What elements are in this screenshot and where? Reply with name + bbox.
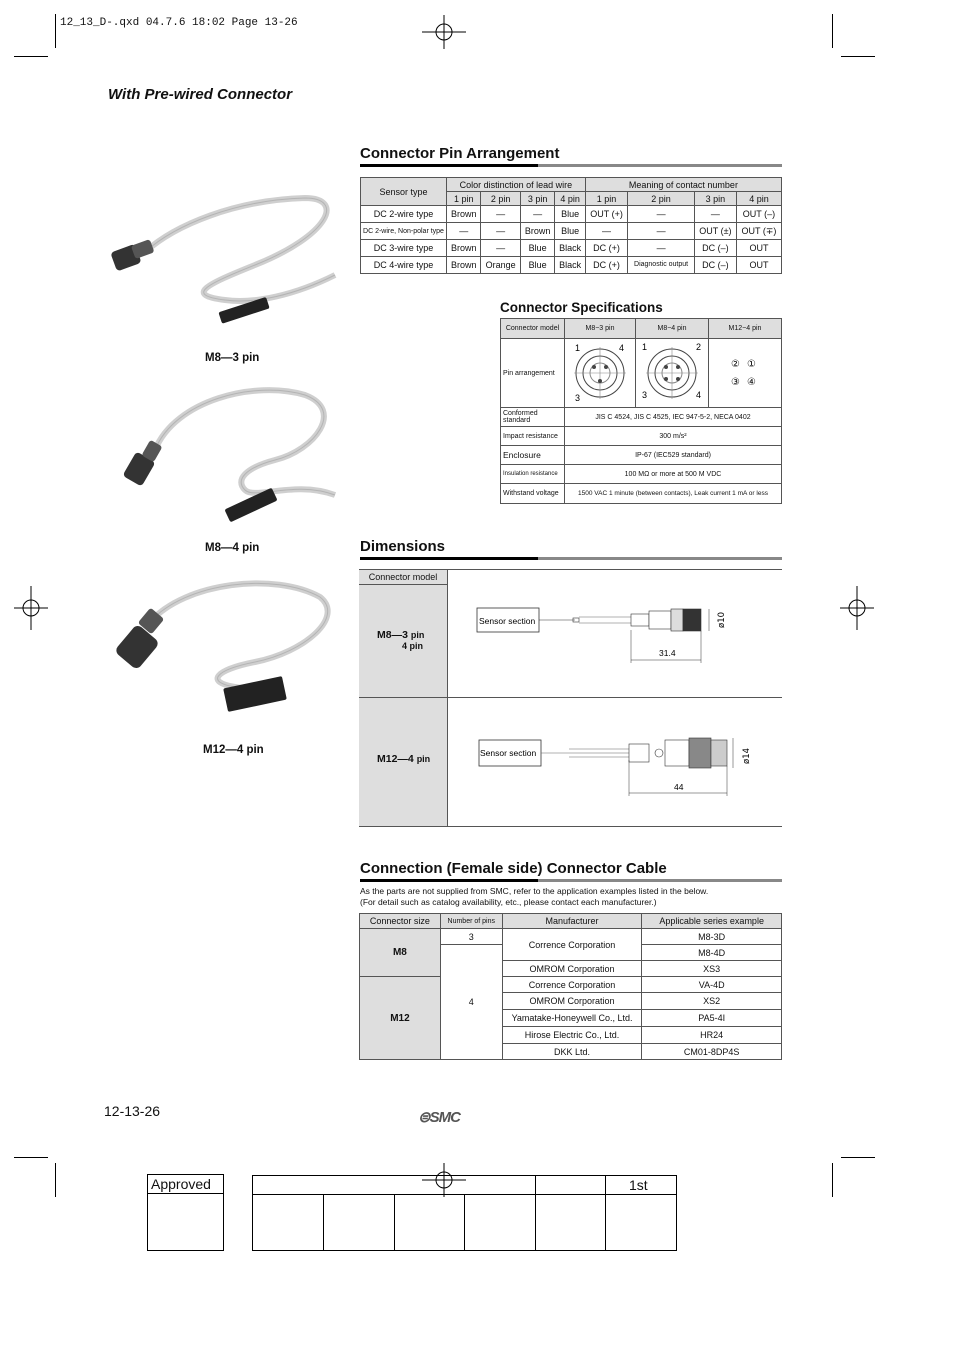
cell: OUT (–) [736, 206, 781, 223]
cable-size-m12: M12 [360, 977, 441, 1060]
dim-model-m12-pin: pin [416, 754, 431, 764]
cell: DC (–) [694, 257, 736, 274]
cell: OUT (±) [694, 223, 736, 240]
dim-divider [447, 697, 782, 698]
specs-model: M12−4 pin [709, 319, 782, 339]
pin-diagram-m8-3-svg [565, 339, 635, 405]
smc-logo-icon: ⊜ [418, 1109, 430, 1126]
section-title-specs: Connector Specifications [500, 300, 663, 315]
revision-divider [464, 1194, 465, 1250]
specs-label: Enclosure [501, 446, 565, 465]
dim-model-m8-pin4: 4 pin [402, 641, 424, 651]
pin-arrangement-table [360, 177, 782, 274]
revision-divider [535, 1176, 536, 1250]
head-pin: 1 pin [447, 192, 481, 206]
photo-caption-m8-4pin: M8—4 pin [205, 542, 260, 554]
cable-maker: OMROM Corporation [502, 993, 642, 1010]
pin-num: ① [747, 359, 756, 370]
cell: Brown [447, 257, 481, 274]
pin-num: 2 [696, 342, 702, 352]
section-title-pin-arrangement: Connector Pin Arrangement [360, 145, 560, 162]
cell: — [585, 223, 627, 240]
cable-head: Applicable series example [642, 914, 782, 929]
specs-table [500, 318, 782, 504]
cell: DC (+) [585, 240, 627, 257]
smc-logo [418, 1108, 460, 1126]
table-row [361, 223, 782, 240]
cell: OUT (∓) [736, 223, 781, 240]
cable-series: M8-4D [642, 945, 782, 961]
row-type: DC 2-wire, Non-polar type [361, 223, 447, 240]
cable-head: Number of pins [440, 914, 502, 929]
approval-box [147, 1174, 224, 1251]
cable-maker: Corrence Corporation [502, 977, 642, 993]
head-pin: 1 pin [585, 192, 627, 206]
cell: — [694, 206, 736, 223]
specs-model: M8−3 pin [565, 319, 636, 339]
page-subtitle: With Pre-wired Connector [108, 86, 293, 103]
dim-model-m8 [359, 585, 448, 698]
cable-table [359, 913, 782, 1060]
cell: Diagnostic output [628, 257, 695, 274]
cell: Orange [481, 257, 521, 274]
cell: — [481, 240, 521, 257]
section-title-dimensions: Dimensions [360, 538, 446, 555]
cell: OUT (+) [585, 206, 627, 223]
head-meaning: Meaning of contact number [585, 178, 781, 192]
revision-divider [394, 1194, 395, 1250]
table-row [361, 240, 782, 257]
specs-value: 100 MΩ or more at 500 M VDC [565, 465, 782, 484]
dim-sensor-label: Sensor section [480, 748, 537, 758]
cable-series: VA-4D [642, 977, 782, 993]
specs-value: 300 m/s² [565, 427, 782, 446]
pin-diagram-m8-3 [565, 339, 636, 408]
crop-mark [14, 56, 48, 57]
dim-m12-length: 44 [674, 782, 684, 792]
head-pin: 3 pin [694, 192, 736, 206]
head-color: Color distinction of lead wire [447, 178, 586, 192]
cable-size-m8: M8 [360, 929, 441, 977]
dim-model-m8-pin: pin [410, 630, 425, 640]
cell: Black [555, 257, 585, 274]
cell: Brown [520, 223, 554, 240]
head-pin: 4 pin [736, 192, 781, 206]
registration-mark-right [840, 586, 874, 630]
dim-drawing-m8 [469, 600, 749, 670]
page-number: 12-13-26 [104, 1103, 161, 1119]
dim-m12-diameter: ø14 [742, 747, 752, 764]
table-row [361, 257, 782, 274]
cable-series: XS3 [642, 961, 782, 977]
specs-label: Impact resistance [501, 427, 565, 446]
cell: OUT [736, 257, 781, 274]
crop-mark [841, 1157, 875, 1158]
row-type: DC 2-wire type [361, 206, 447, 223]
dim-drawing-m12 [469, 730, 759, 800]
pin-diagram-m12-4-svg [709, 339, 781, 389]
crop-mark [832, 1163, 833, 1197]
cell: Brown [447, 240, 481, 257]
dimensions-panel [359, 569, 782, 827]
cable-series: PA5-4I [642, 1010, 782, 1027]
head-pin: 2 pin [481, 192, 521, 206]
row-type: DC 3-wire type [361, 240, 447, 257]
cell: Blue [520, 257, 554, 274]
dim-model-m8-name: M8—3 [377, 629, 408, 641]
cell: — [481, 223, 521, 240]
cable-maker: Hirose Electric Co., Ltd. [502, 1027, 642, 1044]
specs-value: IP-67 (IEC529 standard) [565, 446, 782, 465]
pin-diagram-m8-4-svg [636, 339, 708, 405]
photo-m8-3pin [105, 180, 340, 345]
cable-head: Connector size [360, 914, 441, 929]
cell: Brown [447, 206, 481, 223]
dim-model-m12 [359, 698, 448, 826]
crop-mark [841, 56, 875, 57]
file-slug: 12_13_D-.qxd 04.7.6 18:02 Page 13-26 [60, 17, 298, 29]
pin-diagram-m12-4 [709, 339, 782, 408]
cable-pins-4: 4 [440, 945, 502, 1060]
specs-label: Conformed standard [501, 408, 565, 427]
specs-label: Withstand voltage [501, 484, 565, 504]
head-sensor-type: Sensor type [361, 178, 447, 206]
crop-mark [55, 1163, 56, 1197]
dim-head: Connector model [359, 570, 448, 585]
cable-maker: DKK Ltd. [502, 1044, 642, 1060]
pin-diagram-m8-4 [636, 339, 709, 408]
specs-head: Connector model [501, 319, 565, 339]
dim-sensor-label: Sensor section [479, 616, 536, 626]
cell: — [628, 223, 695, 240]
pin-num: 1 [575, 343, 581, 353]
pin-num: ③ [731, 377, 740, 388]
specs-value: 1500 VAC 1 minute (between contacts), Leak current 1 mA or less [565, 484, 782, 504]
revision-divider [323, 1194, 324, 1250]
registration-mark-top [420, 15, 468, 49]
cell: Blue [555, 223, 585, 240]
dim-model-m12-name: M12—4 [377, 753, 414, 765]
cable-maker: Yamatake-Honeywell Co., Ltd. [502, 1010, 642, 1027]
head-pin: 3 pin [520, 192, 554, 206]
table-row [361, 206, 782, 223]
cable-head: Manufacturer [502, 914, 642, 929]
cell: Blue [520, 240, 554, 257]
photo-m8-4pin [105, 380, 340, 540]
cell: — [520, 206, 554, 223]
pin-num: 1 [642, 342, 648, 352]
dim-m8-length: 31.4 [659, 648, 676, 658]
cable-series: CM01-8DP4S [642, 1044, 782, 1060]
section-rule [360, 557, 782, 560]
specs-label: Insulation resistance [501, 465, 565, 484]
pin-num: 3 [642, 390, 648, 400]
cable-maker: OMROM Corporation [502, 961, 642, 977]
specs-value: JIS C 4524, JIS C 4525, IEC 947-5-2, NECA 0402 [565, 408, 782, 427]
cell: — [628, 240, 695, 257]
pin-num: 3 [575, 393, 581, 403]
pin-num: 4 [619, 343, 625, 353]
head-pin: 4 pin [555, 192, 585, 206]
dim-m8-diameter: ø10 [717, 611, 727, 628]
head-pin: 2 pin [628, 192, 695, 206]
cell: Blue [555, 206, 585, 223]
photo-caption-m12-4pin: M12—4 pin [203, 744, 264, 756]
cable-maker: Corrence Corporation [502, 929, 642, 961]
section-rule [360, 879, 782, 882]
smc-logo-text: SMC [429, 1109, 460, 1126]
photo-caption-m8-3pin: M8—3 pin [205, 352, 260, 364]
cell: DC (–) [694, 240, 736, 257]
cable-series: XS2 [642, 993, 782, 1010]
crop-mark [14, 1157, 48, 1158]
pin-num: ② [731, 359, 740, 370]
first-label: 1st [629, 1177, 648, 1193]
revision-box [252, 1175, 677, 1251]
row-type: DC 4-wire type [361, 257, 447, 274]
approved-label: Approved [148, 1175, 223, 1194]
photo-m12-4pin [105, 572, 340, 737]
cable-series: M8-3D [642, 929, 782, 945]
specs-label: Pin arrangement [501, 339, 565, 408]
section-rule [360, 164, 782, 167]
cell: OUT [736, 240, 781, 257]
crop-mark [832, 14, 833, 48]
cell: — [628, 206, 695, 223]
specs-model: M8−4 pin [636, 319, 709, 339]
pin-num: 4 [696, 390, 702, 400]
revision-divider [605, 1176, 606, 1250]
cable-note-2: (For detail such as catalog availability, etc., please contact each manufacturer.) [360, 897, 657, 907]
registration-mark-left [14, 586, 48, 630]
cell: Black [555, 240, 585, 257]
cell: — [481, 206, 521, 223]
cell: — [447, 223, 481, 240]
crop-mark [55, 14, 56, 48]
pin-num: ④ [747, 377, 756, 388]
cable-series: HR24 [642, 1027, 782, 1044]
cable-note-1: As the parts are not supplied from SMC, refer to the application examples listed in the below. [360, 886, 709, 896]
cell: DC (+) [585, 257, 627, 274]
cable-pins-3: 3 [440, 929, 502, 945]
section-title-cable: Connection (Female side) Connector Cable [360, 860, 667, 877]
